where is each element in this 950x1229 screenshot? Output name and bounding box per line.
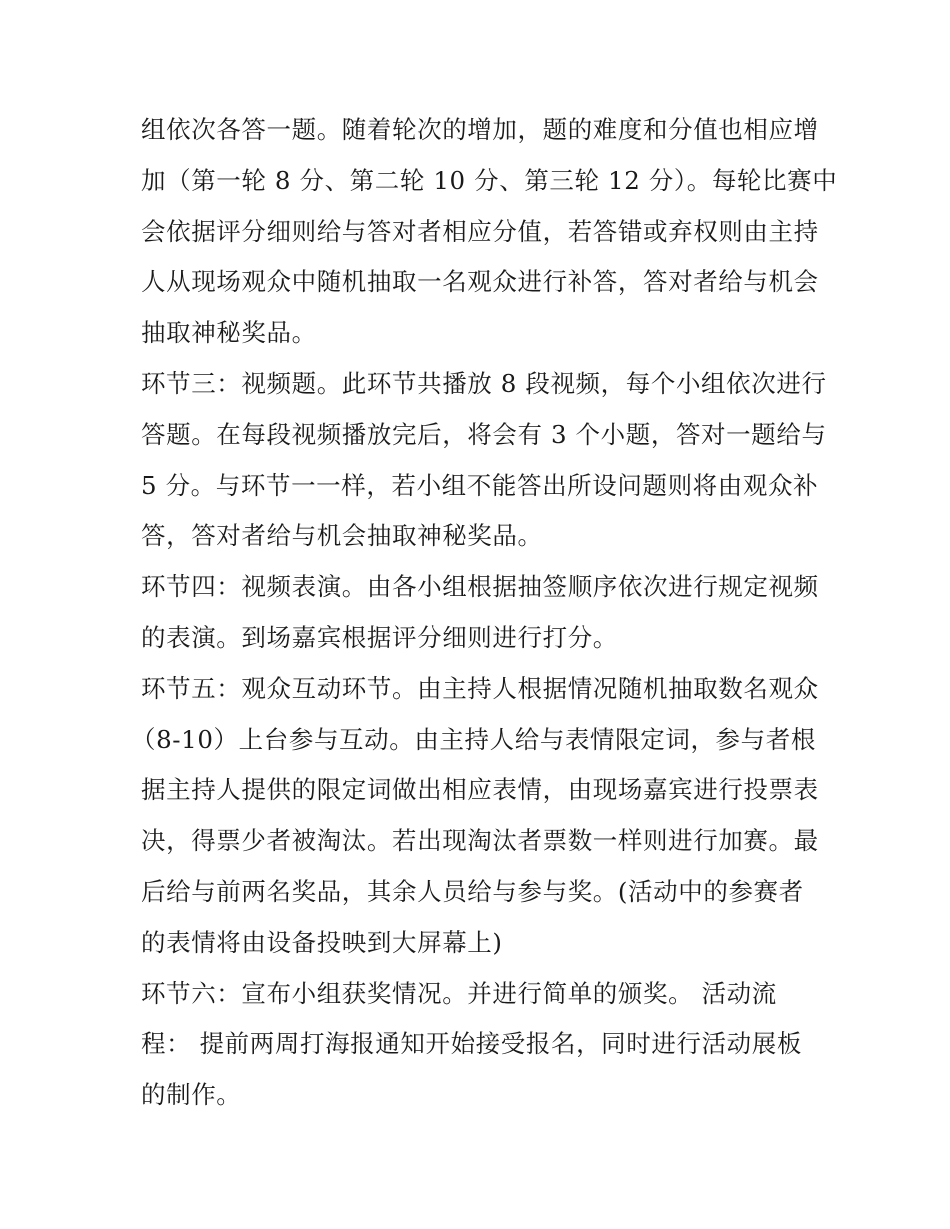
text-line: 据主持人提供的限定词做出相应表情，由现场嘉宾进行投票表: [141, 775, 819, 805]
text-line: 人从现场观众中随机抽取一名观众进行补答，答对者给与机会: [141, 267, 819, 297]
text-line: 的表演。到场嘉宾根据评分细则进行打分。: [141, 622, 618, 652]
text-line: （8-10）上台参与互动。由主持人给与表情限定词，参与者根: [131, 724, 816, 754]
section-3-heading-line: 环节三：视频题。此环节共播放 8 段视频，每个小组依次进行: [141, 368, 827, 398]
document-body: [131, 105, 838, 1121]
text-line: 答题。在每段视频播放完后，将会有 3 个小题，答对一题给与: [141, 419, 827, 449]
section-4-heading-line: 环节四：视频表演。由各小组根据抽签顺序依次进行规定视频: [141, 572, 819, 602]
text-line: 决，得票少者被淘汰。若出现淘汰者票数一样则进行加赛。最: [141, 826, 819, 856]
text-line: 答，答对者给与机会抽取神秘奖品。: [141, 521, 543, 551]
text-line: 抽取神秘奖品。: [141, 318, 317, 348]
text-line: 会依据评分细则给与答对者相应分值，若答错或弃权则由主持: [141, 216, 819, 246]
text-line: 程： 提前两周打海报通知开始接受报名，同时进行活动展板: [141, 1029, 802, 1059]
text-line: 组依次各答一题。随着轮次的增加，题的难度和分值也相应增: [141, 115, 819, 144]
text-line: 后给与前两名奖品，其余人员给与参与奖。(活动中的参赛者: [141, 876, 804, 906]
text-line: 5 分。与环节一一样，若小组不能答出所设问题则将由观众补: [141, 470, 819, 500]
text-line: 加（第一轮 8 分、第二轮 10 分、第三轮 12 分）。每轮比赛中: [141, 165, 838, 195]
section-5-heading-line: 环节五：观众互动环节。由主持人根据情况随机抽取数名观众: [141, 673, 819, 703]
section-6-heading-line: 环节六：宣布小组获奖情况。并进行简单的颁奖。 活动流: [141, 978, 777, 1008]
text-line: 的制作。: [141, 1080, 242, 1110]
text-line: 的表情将由设备投映到大屏幕上): [141, 927, 503, 957]
